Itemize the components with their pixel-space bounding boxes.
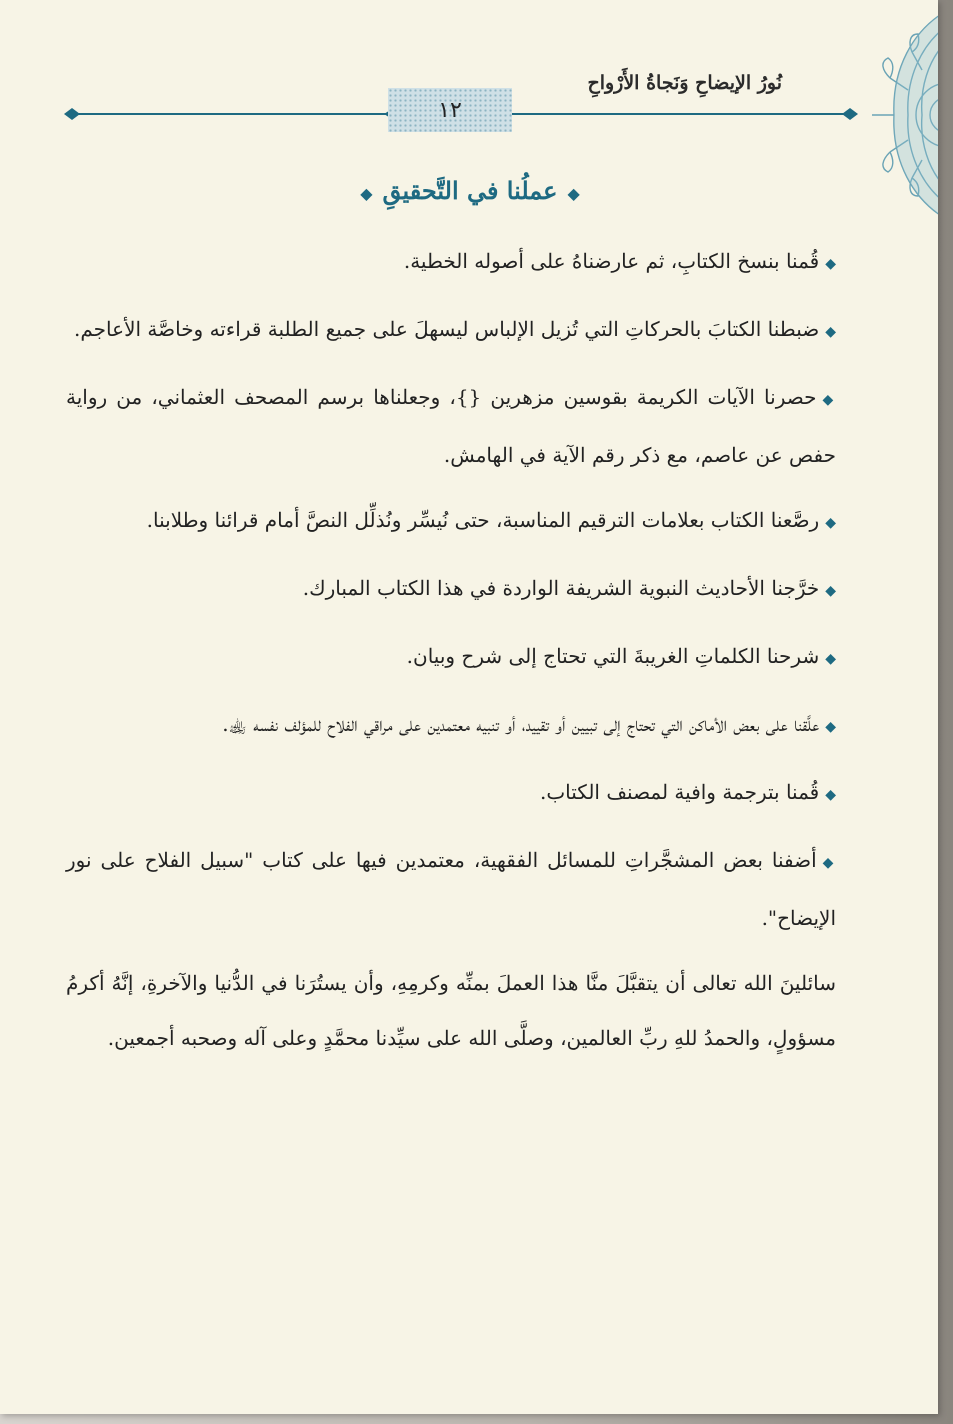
body-text [66, 234, 836, 1086]
bullet-icon: ◆ [825, 324, 836, 340]
bullet-icon: ◆ [825, 256, 836, 272]
list-item [66, 765, 836, 823]
list-item-text: قُمنا بترجمة وافية لمصنف الكتاب. [539, 780, 820, 804]
bullet-icon: ◆ [825, 583, 836, 599]
list-item-text: خرَّجنا الأحاديث النبوية الشريفة الواردة في هذا الكتاب المبارك. [302, 576, 820, 600]
diamond-ornament-icon: ◆ [567, 184, 580, 203]
running-title: نُورُ الإيضاحِ وَنَجاةُ الأَرْواحِ [587, 72, 782, 94]
list-item [66, 493, 836, 551]
bullet-icon: ◆ [825, 719, 836, 735]
list-item [66, 234, 836, 292]
list-item-text: علَّقنا على بعض الأماكن التي تحتاج إلى تبيين أو تقييد، أو تنبيه معتمدين على مراقي الفلاح للمؤلف نفسه ﵀. [222, 712, 820, 736]
list-item-text: رصَّعنا الكتاب بعلامات الترقيم المناسبة، حتى نُيسِّر ونُذلِّل النصَّ أمام قرائنا وطلابنا. [146, 508, 820, 532]
list-item [66, 370, 836, 483]
list-item-text: حصرنا الآيات الكريمة بقوسين مزهرين {}، وجعلناها برسم المصحف العثماني، من رواية حفص عن عاصم، مع ذكر رقم الآية في الهامش. [66, 385, 836, 467]
list-item [66, 561, 836, 619]
diamond-ornament-icon: ◆ [360, 184, 373, 203]
bullet-icon: ◆ [822, 392, 836, 408]
closing-paragraph: سائلينَ الله تعالى أن يتقبَّلَ منَّا هذا العملَ بمنِّه وكرمِهِ، وأن يستُرَنا في الدُّنيا والآخرةِ، إنَّهُ أكرمُ مسؤولٍ، والحمدُ للهِ ربِّ العالمين، وصلَّى الله على سيِّدنا محمَّدٍ وعلى آله وصحبه أجمعين. [66, 971, 836, 1050]
bullet-icon: ◆ [822, 855, 836, 871]
list-item [66, 697, 836, 755]
list-item-text: ضبطنا الكتابَ بالحركاتِ التي تُزيل الإلباس ليسهلَ على جميع الطلبة قراءته وخاصَّة الأعاجم. [74, 317, 820, 341]
bullet-icon: ◆ [825, 787, 836, 803]
page-number: ١٢ [438, 97, 462, 123]
list-item [66, 833, 836, 946]
list-item-text: قُمنا بنسخ الكتابِ، ثم عارضناهُ على أصوله الخطية. [403, 249, 820, 273]
bullet-icon: ◆ [825, 515, 836, 531]
list-item [66, 302, 836, 360]
section-heading [180, 176, 760, 205]
section-title: عملُنا في التَّحقيقِ [382, 176, 558, 205]
list-item-text: أضفنا بعض المشجَّراتِ للمسائل الفقهية، معتمدين فيها على كتاب "سبيل الفلاح على نور الإيضاح". [66, 848, 836, 930]
list-item [66, 629, 836, 687]
list-item-text: شرحنا الكلماتِ الغريبةَ التي تحتاج إلى شرح وبيان. [406, 644, 820, 668]
bullet-icon: ◆ [825, 651, 836, 667]
page-number-badge [388, 88, 512, 132]
